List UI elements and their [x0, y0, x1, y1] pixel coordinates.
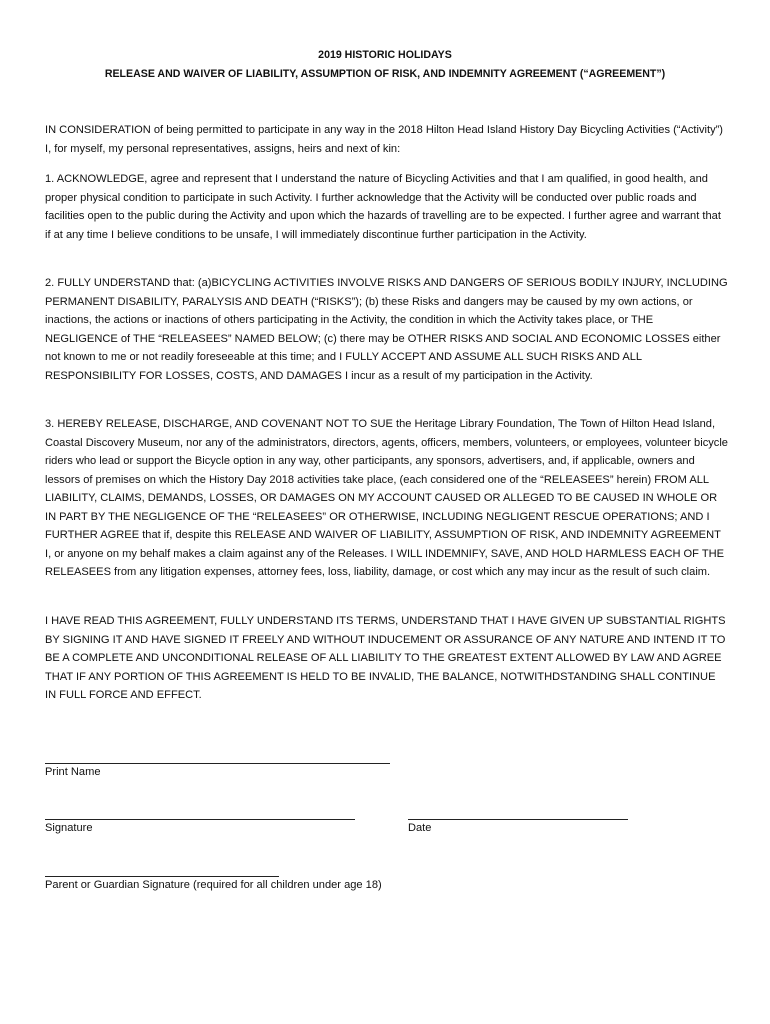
document-subtitle: RELEASE AND WAIVER OF LIABILITY, ASSUMPTION OF RISK, AND INDEMNITY AGREEMENT (“AGREEMENT”): [104, 68, 666, 80]
intro-paragraph: IN CONSIDERATION of being permitted to participate in any way in the 2018 Hilton Head Island History Day Bicycling Activities (“Activity”) I, for myself, my personal representatives, assigns, heirs and next of kin:: [45, 124, 724, 155]
print-name-label: Print Name: [45, 766, 101, 778]
print-name-field[interactable]: [45, 763, 390, 764]
signature-field[interactable]: [45, 819, 355, 820]
signature-label: Signature: [45, 822, 93, 834]
clause-release: 3. HEREBY RELEASE, DISCHARGE, AND COVENANT NOT TO SUE the Heritage Library Foundation, The Town of Hilton Head Island, Coastal Discovery Museum, nor any of the administrators, directors, agents, officers, members, volunteers, or employees, volunteer bicycle riders who lead or support the Bicycle option in any way, other participants, any sponsors, advertisers, and, if applicable, owners and lessors of premises on which the History Day 2018 activities take place, (each considered one of the “RELEASEES” herein) FROM ALL LIABILITY, CLAIMS, DEMANDS, LOSSES, OR DAMAGES ON MY ACCOUNT CAUSED OR ALLEGED TO BE CAUSED IN WHOLE OR IN PART BY THE NEGLIGENCE OF THE “RELEASEES” OR OTHERWISE, INCLUDING NEGLIGENT RESCUE OPERATIONS; AND I FURTHER AGREE that if, despite this RELEASE AND WAIVER OF LIABILITY, ASSUMPTION OF RISK, AND INDEMNITY AGREEMENT I, or anyone on my behalf makes a claim against any of the Releases. I WILL INDEMNIFY, SAVE, AND HOLD HARMLESS EACH OF THE RELEASEES from any litigation expenses, attorney fees, loss, liability, damage, or cost which any may incur as the result of such claim.: [45, 418, 728, 578]
clause-fully-understand: 2. FULLY UNDERSTAND that: (a)BICYCLING ACTIVITIES INVOLVE RISKS AND DANGERS OF SERIOUS BODILY INJURY, INCLUDING PERMANENT DISABILITY, PARALYSIS AND DEATH (“RISKS”); (b) these Risks and dangers may be caused by my own actions, or inactions, the actions or inactions of others participating in the Activity, the condition in which the Activity takes place, or THE NEGLIGENCE of THE “RELEASEES” NAMED BELOW; (c) there may be OTHER RISKS AND SOCIAL AND ECONOMIC LOSSES either not known to me or not readily foreseeable at this time; and I FULLY ACCEPT AND ASSUME ALL SUCH RISKS AND ALL RESPONSIBILITY FOR LOSSES, COSTS, AND DAMAGES I incur as a result of my participation in the Activity.: [45, 277, 728, 382]
guardian-signature-label: Parent or Guardian Signature (required for all children under age 18): [45, 879, 382, 891]
clause-acknowledge: 1. ACKNOWLEDGE, agree and represent that I understand the nature of Bicycling Activities and that I am qualified, in good health, and proper physical condition to participate in such Activity. I further acknowledge that the Activity will be conducted over public roads and facilities open to the public during the Activity and upon which the hazards of travelling are to be expected. I further agree and warrant that if at any time I believe conditions to be unsafe, I will immediately discontinue further participation in the Activity.: [45, 173, 721, 241]
acknowledgement-paragraph: I HAVE READ THIS AGREEMENT, FULLY UNDERSTAND ITS TERMS, UNDERSTAND THAT I HAVE GIVEN UP SUBSTANTIAL RIGHTS BY SIGNING IT AND HAVE SIGNED IT FREELY AND WITHOUT INDUCEMENT OR ASSURANCE OF ANY NATURE AND INTEND IT TO BE A COMPLETE AND UNCONDITIONAL RELEASE OF ALL LIABILITY TO THE GREATEST EXTENT ALLOWED BY LAW AND AGREE THAT IF ANY PORTION OF THIS AGREEMENT IS HELD TO BE INVALID, THE BALANCE, NOTWITHDSTANDING SHALL CONTINUE IN FULL FORCE AND EFFECT.: [45, 615, 726, 701]
document-title: 2019 HISTORIC HOLIDAYS: [318, 49, 452, 61]
date-field[interactable]: [408, 819, 628, 820]
date-label: Date: [408, 822, 432, 834]
guardian-signature-field[interactable]: [45, 876, 279, 877]
